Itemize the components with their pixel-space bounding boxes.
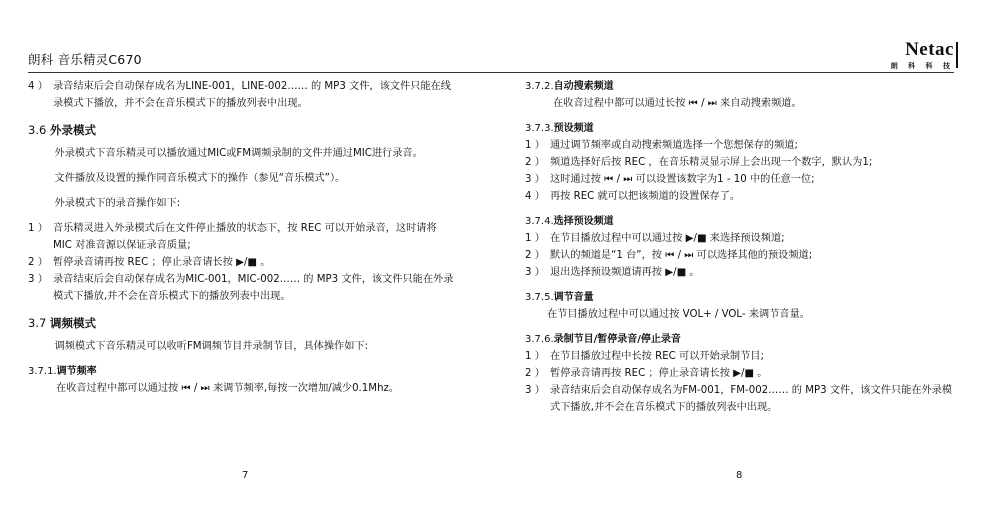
netac-logo	[888, 40, 954, 70]
list-item: 1 ） 在节目播放过程中可以通过按 ▶/■ 来选择预设频道;	[525, 233, 785, 244]
right-page	[525, 78, 957, 416]
left-page	[28, 78, 458, 397]
list-item: 3 ） 录音结束后会自动保存成名为FM-001，FM-002…… 的 MP3 文件，该文件只能在外录模式下播放,并不会在音乐模式下的播放列表中出现。	[525, 385, 953, 413]
list-item: 4 ） 录音结束后会自动保存成名为LINE-001，LINE-002…… 的 MP3 文件，该文件只能在线录模式下播放，并不会在音乐模式下的播放列表中出现。	[28, 81, 451, 109]
list-item: 1 ） 在节目播放过程中长按 REC 可以开始录制节目;	[525, 351, 764, 362]
list-item: 1 ） 通过调节频率或自动搜索频道选择一个您想保存的频道;	[525, 140, 798, 151]
paragraph: 文件播放及设置的操作同音乐模式下的操作（参见“音乐模式”）。	[54, 173, 346, 184]
paragraph: 在收音过程中都可以通过按 ⏮ / ⏭ 来调节频率,每按一次增加/减少0.1Mhz。	[56, 383, 400, 394]
list-item: 3 ） 这时通过按 ⏮ / ⏭ 可以设置该数字为1 - 10 中的任意一位;	[525, 174, 815, 185]
list-item: 2 ） 默认的频道是“1 台”，按 ⏮ / ⏭ 可以选择其他的预设频道;	[525, 250, 813, 261]
logo-text: Netac	[905, 39, 954, 60]
logo-subtitle: 朗 科 科 技	[890, 62, 954, 70]
subsection-heading-3-7-4: 3.7.4.选择预设频道	[525, 216, 614, 227]
list-item: 3 ） 录音结束后会自动保存成名为MIC-001，MIC-002…… 的 MP3 文件，该文件只能在外录模式下播放,并不会在音乐模式下的播放列表中出现。	[28, 274, 454, 302]
section-heading-3-7: 3.7 调频模式	[28, 316, 96, 330]
header-rule	[28, 72, 954, 73]
subsection-heading-3-7-2: 3.7.2.自动搜索频道	[525, 81, 614, 92]
subsection-heading-3-7-5: 3.7.5.调节音量	[525, 292, 594, 303]
paragraph: 外录模式下的录音操作如下:	[54, 198, 181, 209]
section-heading-3-6: 3.6 外录模式	[28, 123, 96, 137]
subsection-heading-3-7-6: 3.7.6.录制节目/暂停录音/停止录音	[525, 334, 681, 345]
list-item: 2 ） 暂停录音请再按 REC ；停止录音请长按 ▶/■ 。	[525, 368, 768, 379]
subsection-heading-3-7-3: 3.7.3.预设频道	[525, 123, 594, 134]
page-number-left: 7	[242, 470, 249, 481]
page-number-right: 8	[736, 470, 743, 481]
logo-bar	[956, 42, 958, 68]
list-item: 3 ） 退出选择预设频道请再按 ▶/■ 。	[525, 267, 700, 278]
list-item: 2 ） 频道选择好后按 REC ，在音乐精灵显示屏上会出现一个数字，默认为1;	[525, 157, 873, 168]
subsection-heading-3-7-1: 3.7.1.调节频率	[28, 366, 97, 377]
paragraph: 在收音过程中都可以通过长按 ⏮ / ⏭ 来自动搜索频道。	[553, 98, 802, 109]
list-item: 1 ） 音乐精灵进入外录模式后在文件停止播放的状态下，按 REC 可以开始录音，这时请将 MIC 对准音源以保证录音质量;	[28, 223, 437, 251]
list-item: 4 ） 再按 REC 就可以把该频道的设置保存了。	[525, 191, 741, 202]
paragraph: 调频模式下音乐精灵可以收听FM调频节目并录制节目，具体操作如下:	[54, 341, 369, 352]
document-header: 朗科 音乐精灵C670	[28, 52, 142, 67]
paragraph: 外录模式下音乐精灵可以播放通过MIC或FM调频录制的文件并通过MIC进行录音。	[54, 148, 423, 159]
paragraph: 在节目播放过程中可以通过按 VOL+ / VOL- 来调节音量。	[547, 309, 810, 320]
list-item: 2 ） 暂停录音请再按 REC ；停止录音请长按 ▶/■ 。	[28, 257, 271, 268]
